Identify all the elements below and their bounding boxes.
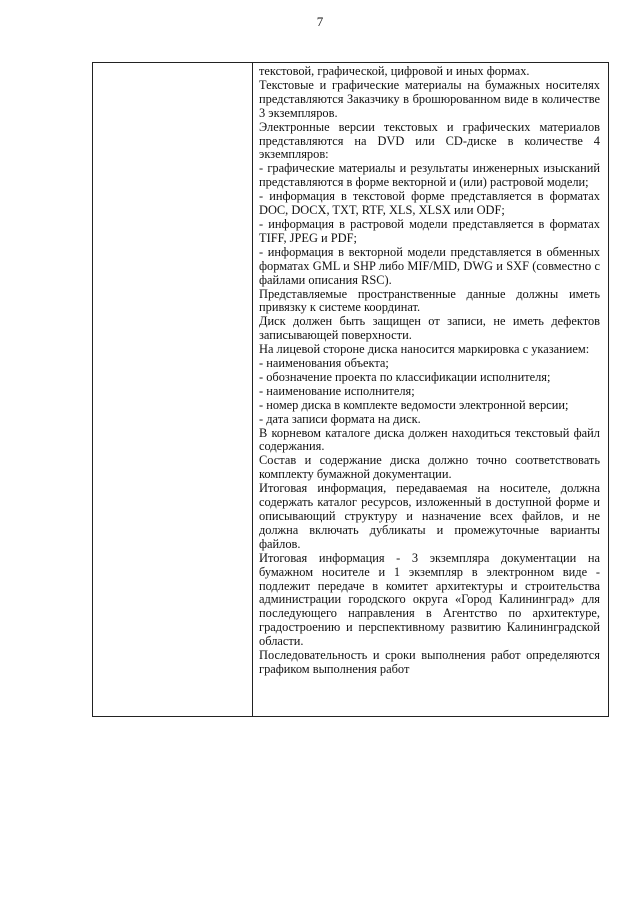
paragraph: Представляемые пространственные данные должны иметь привязку к системе координат. — [259, 286, 600, 315]
list-item: - обозначение проекта по классификации исполнителя; — [259, 369, 551, 384]
table-right-cell — [253, 63, 608, 716]
paragraph: Последовательность и сроки выполнения работ определяются графиком выполнения работ — [259, 648, 600, 676]
paragraph: Текстовые и графические материалы на бумажных носителях представляются Заказчику в брошюрованном виде в количестве 3 экземпляров. — [259, 77, 600, 120]
paragraph: Диск должен быть защищен от записи, не иметь дефектов записывающей поверхности. — [259, 314, 600, 343]
list-item: - информация в текстовой форме представляется в форматах DOC, DOCX, TXT, RTF, XLS, XLSX или ODF; — [259, 189, 600, 218]
paragraph: В корневом каталоге диска должен находиться текстовый файл содержания. — [259, 425, 600, 454]
requirements-table — [92, 62, 609, 717]
list-item: - графические материалы и результаты инженерных изысканий представляются в форме векторной и (или) растровой модели; — [259, 161, 600, 190]
paragraph: текстовой, графической, цифровой и иных формах. — [259, 64, 530, 78]
page-number: 7 — [316, 14, 324, 29]
paragraph: На лицевой стороне диска наносится маркировка с указанием: — [259, 342, 590, 357]
table-left-cell — [93, 63, 253, 716]
list-item: - информация в векторной модели представляется в обменных форматах GML и SHP либо MIF/MID, DWG и SXF (совместно с файлами описания RSC). — [259, 244, 600, 287]
list-item: - информация в растровой модели представляется в форматах TIFF, JPEG и PDF; — [259, 216, 600, 245]
paragraph: Состав и содержание диска должно точно соответствовать комплекту бумажной документации. — [259, 453, 600, 482]
list-item: - дата записи формата на диск. — [259, 411, 421, 426]
list-item: - номер диска в комплекте ведомости электронной версии; — [259, 397, 569, 412]
paragraph: Итоговая информация - 3 экземпляра документации на бумажном носителе и 1 экземпляр в электронном виде - подлежит передаче в комитет архитектуры и строительства администрации городского округа «Город Калининград» для последующего направления в Агентство по архитектуре, градостроению и перспективному развитию Калининградской области. — [259, 550, 600, 649]
paragraph: Итоговая информация, передаваемая на носителе, должна содержать каталог ресурсов, изложенный в доступной форме и описывающий структуру и назначение всех файлов, и не должна включать дубликаты и промежуточные варианты файлов. — [259, 481, 600, 551]
list-item: - наименования объекта; — [259, 356, 389, 371]
list-item: - наименование исполнителя; — [259, 383, 415, 398]
paragraph: Электронные версии текстовых и графических материалов представляются на DVD или CD-диске в количестве 4 экземпляров: — [259, 119, 600, 162]
